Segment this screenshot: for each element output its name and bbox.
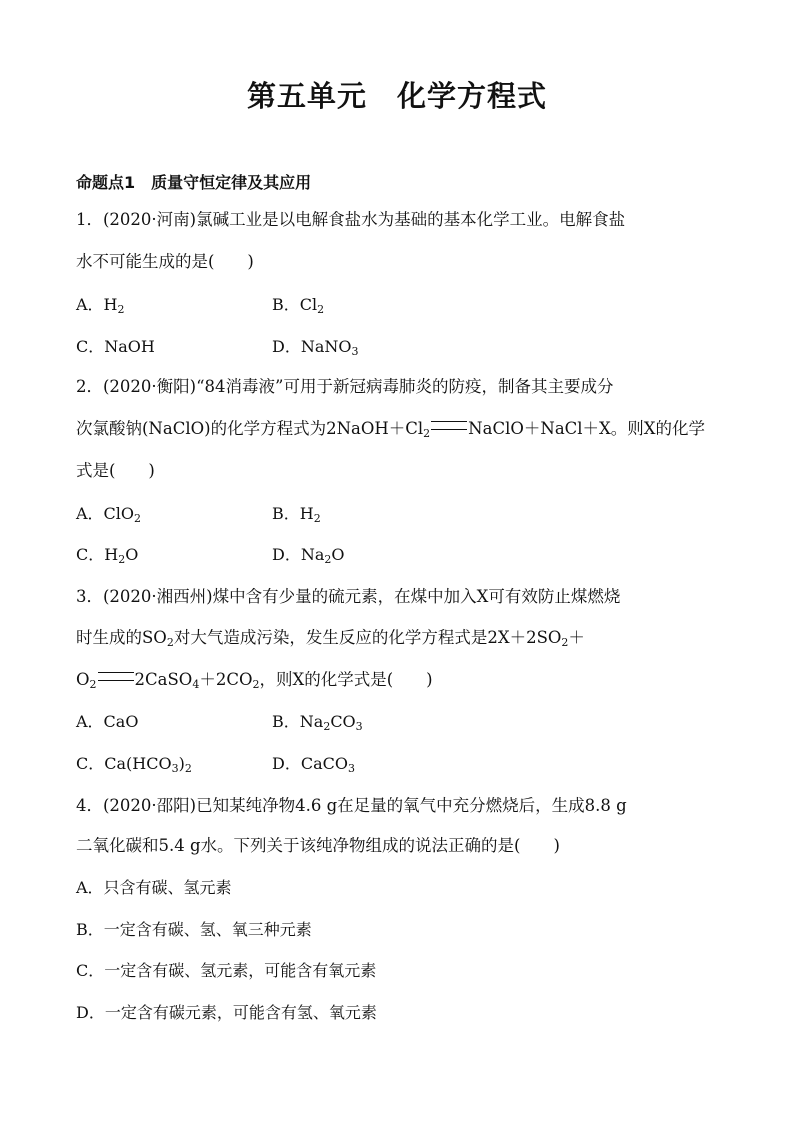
q3-stem-line1: 3．(2020·湘西州)煤中含有少量的硫元素，在煤中加入X可有效防止煤燃烧	[76, 587, 621, 606]
q2-stem-line2: 次氯酸钠(NaClO)的化学方程式为$2NaOH+Cl_2$ NaClO＋NaCl＋X。则X的化学	[76, 419, 706, 440]
q2-stem-line3: 式是( )	[76, 461, 155, 480]
equals-sign	[98, 672, 134, 681]
q4-option-a: A．只含有碳、氢元素	[76, 878, 232, 897]
q3-stem-line2: 时生成的$SO_2$对大气造成污染，发生反应的化学方程式是$2X+2SO_2+$	[76, 628, 585, 649]
q2-option-d: D．$Na_2O$	[272, 545, 345, 566]
q1-option-a: A．$H_2$	[76, 295, 125, 316]
q4-stem-line1: 4．(2020·邵阳)已知某纯净物4.6 g在足量的氧气中充分燃烧后，生成8.8 g	[76, 796, 627, 815]
q4-option-d: D．一定含有碳元素，可能含有氢、氧元素	[76, 1003, 377, 1022]
q4-option-c: C．一定含有碳、氢元素，可能含有氧元素	[76, 961, 377, 980]
q3-option-d: D．CaCO$_3$	[272, 754, 355, 775]
q4-stem-line2: 二氧化碳和5.4 g水。下列关于该纯净物组成的说法正确的是( )	[76, 836, 560, 855]
q3-option-c: C．$Ca(HCO_3)_2$	[76, 754, 192, 775]
q2-option-c: C．$H_2O$	[76, 545, 139, 566]
q2-option-b: B．$H_2$	[272, 504, 321, 525]
q3-option-a: A．CaO	[76, 712, 139, 731]
q1-option-b: B．$Cl_2$	[272, 295, 325, 316]
q1-option-d: D．NaNO$_3$	[272, 337, 359, 358]
page-title: 第五单元 化学方程式	[246, 79, 547, 113]
q2-stem-line1: 2．(2020·衡阳)“84消毒液”可用于新冠病毒肺炎的防疫，制备其主要成分	[76, 377, 614, 396]
q3-stem-line3: $O_2$ $2CaSO_4+2CO_2$，则X的化学式是( )	[76, 670, 433, 691]
q4-option-b: B．一定含有碳、氢、氧三种元素	[76, 920, 312, 939]
q1-option-c: C．NaOH	[76, 337, 155, 356]
equals-sign	[431, 421, 467, 430]
q1-stem-line1: 1．(2020·河南)氯碱工业是以电解食盐水为基础的基本化学工业。电解食盐	[76, 210, 626, 229]
q3-option-b: B．$Na_2CO_3$	[272, 712, 363, 733]
q2-option-a: A．ClO$_2$	[76, 504, 142, 525]
section-heading: 命题点1 质量守恒定律及其应用	[76, 173, 312, 192]
q1-stem-line2: 水不可能生成的是( )	[76, 252, 254, 271]
